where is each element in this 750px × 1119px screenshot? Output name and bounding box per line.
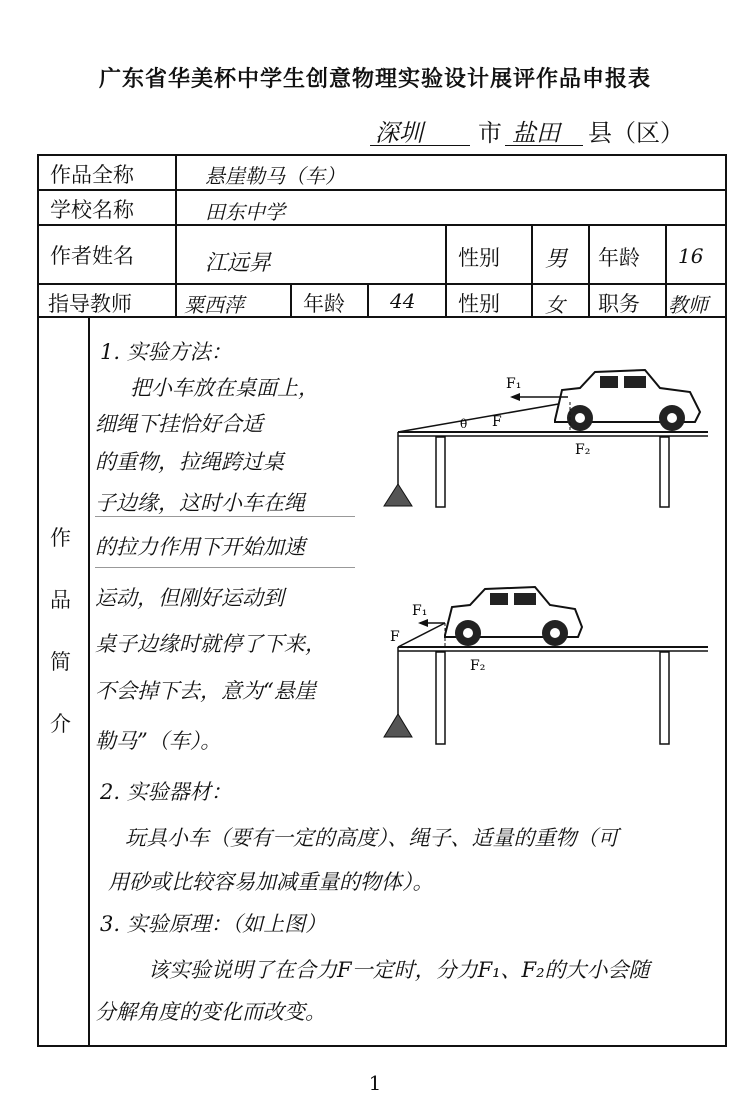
work-name-value: 悬崖勒马（车） (205, 164, 345, 188)
row-divider (37, 283, 727, 285)
intro-label-char: 简 (50, 650, 71, 674)
teacher-label: 指导教师 (48, 292, 132, 316)
rope (398, 623, 445, 715)
section2-title: 2. 实验器材： (100, 780, 232, 804)
force-label-f2: F₂ (575, 442, 591, 458)
position-label: 职务 (598, 292, 640, 316)
section1-line: 细绳下挂恰好合适 (95, 412, 263, 436)
row-divider (37, 189, 727, 191)
district-suffix: 县（区） (588, 119, 684, 147)
col-divider (665, 224, 667, 316)
diagram-bottom (370, 575, 720, 750)
hanging-weight (384, 484, 412, 506)
col-divider (88, 316, 90, 1047)
section1-line: 不会掉下去，意为“悬崖 (95, 679, 316, 703)
school-value: 田东中学 (205, 200, 285, 224)
section3-line: 分解角度的变化而改变。 (95, 1000, 326, 1024)
district-value: 盐田 (512, 119, 560, 147)
intro-label-char: 介 (50, 712, 71, 736)
force-label-f: F (492, 414, 502, 430)
rope (398, 402, 570, 485)
guide-line (95, 516, 355, 517)
city-value: 深圳 (375, 119, 423, 147)
col-divider (290, 283, 292, 316)
city-underline (370, 145, 470, 146)
section1-title: 1. 实验方法： (100, 340, 232, 364)
col-divider (445, 224, 447, 316)
force-label-f1: F₁ (506, 376, 522, 392)
section3-line: 该实验说明了在合力F一定时，分力F₁、F₂的大小会随 (148, 958, 650, 982)
col-divider (175, 283, 177, 316)
guide-line (95, 567, 355, 568)
col-divider (367, 283, 369, 316)
teacher-age-value: 44 (390, 289, 416, 313)
teacher-value: 粟西萍 (184, 293, 244, 317)
intro-label-char: 作 (50, 526, 71, 550)
gender-label: 性别 (458, 246, 500, 270)
section1-line: 勒马”（车）。 (95, 729, 222, 753)
school-label: 学校名称 (50, 198, 134, 222)
teacher-gender-value: 女 (545, 293, 565, 317)
col-divider (531, 224, 533, 316)
section1-line: 运动，但刚好运动到 (95, 586, 284, 610)
force-label-f1: F₁ (412, 603, 428, 619)
force-label-f: F (390, 629, 400, 645)
table-top (398, 647, 708, 744)
intro-label-char: 品 (50, 588, 71, 612)
author-label: 作者姓名 (50, 244, 134, 268)
author-gender-value: 男 (545, 247, 568, 272)
hanging-weight (384, 714, 412, 737)
section3-title: 3. 实验原理：（如上图） (100, 912, 327, 936)
form-title: 广东省华美杯中学生创意物理实验设计展评作品申报表 (98, 67, 651, 92)
section2-line: 用砂或比较容易加减重量的物体）。 (108, 870, 434, 894)
page-number: 1 (368, 1071, 382, 1095)
table-top (398, 432, 708, 507)
angle-label: θ (460, 417, 468, 431)
section1-line: 把小车放在桌面上， (130, 376, 319, 400)
force-arrows (418, 619, 445, 647)
row-divider (37, 224, 727, 226)
section1-line: 的重物，拉绳跨过桌 (95, 450, 284, 474)
city-suffix: 市 (478, 119, 502, 147)
author-age-value: 16 (678, 244, 704, 268)
age-label: 年龄 (598, 246, 640, 270)
toy-car (445, 587, 582, 646)
diagram-top (370, 360, 720, 510)
work-name-label: 作品全称 (50, 163, 134, 187)
force-label-f2: F₂ (470, 658, 486, 674)
section1-line: 的拉力作用下开始加速 (95, 535, 305, 559)
district-underline (505, 145, 583, 146)
col-divider (588, 224, 590, 316)
section2-line: 玩具小车（要有一定的高度）、绳子、适量的重物（可 (125, 826, 619, 850)
teacher-position-value: 教师 (668, 293, 708, 317)
author-value: 江远昇 (205, 251, 272, 276)
section1-line: 桌子边缘时就停了下来， (95, 632, 326, 656)
toy-car (555, 370, 700, 431)
section1-line: 子边缘，这时小车在绳 (95, 491, 305, 515)
teacher-age-label: 年龄 (303, 292, 345, 316)
col-divider (175, 154, 177, 284)
teacher-gender-label: 性别 (458, 292, 500, 316)
